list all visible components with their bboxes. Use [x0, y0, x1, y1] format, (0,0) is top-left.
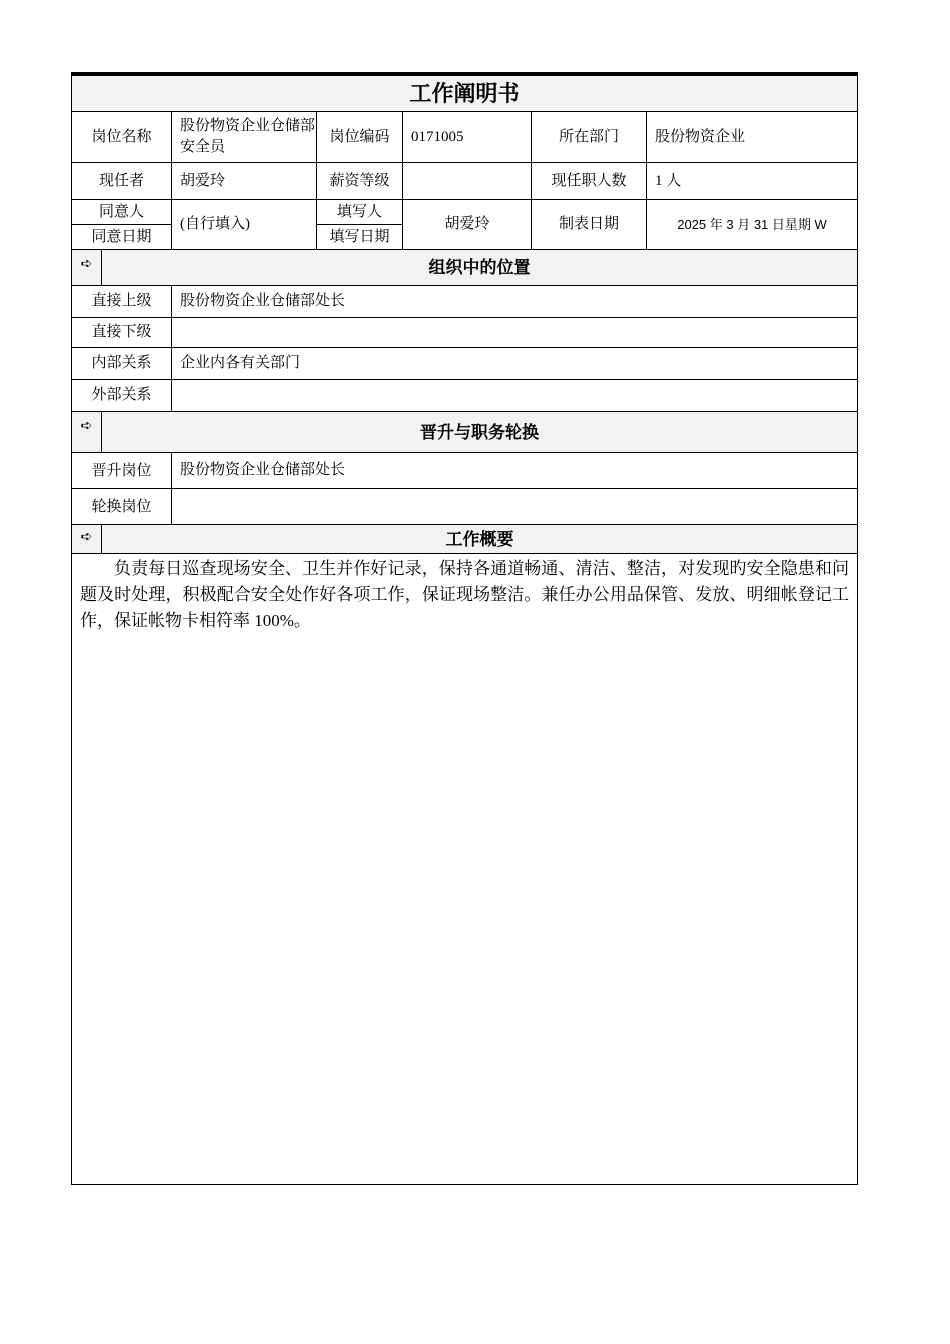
section-org-title: 组织中的位置: [102, 250, 857, 286]
salary-grade-label: 薪资等级: [317, 163, 403, 200]
arrow-right-icon: ➪: [80, 530, 93, 545]
arrow-right-icon: ➪: [80, 257, 93, 272]
headcount-value: 1 人: [647, 163, 857, 200]
salary-grade-value: [403, 163, 532, 200]
internal-relation-label: 内部关系: [72, 348, 172, 380]
approver-value: (自行填入): [172, 200, 317, 250]
incumbent-value: 胡爱玲: [172, 163, 317, 200]
promotion-label: 晋升岗位: [72, 453, 172, 489]
position-name-value: 股份物资企业仓储部安全员: [172, 112, 317, 163]
headcount-label: 现任职人数: [532, 163, 647, 200]
arrow-right-icon: ➪: [80, 419, 93, 434]
position-code-value: 0171005: [403, 112, 532, 163]
table-date-label: 制表日期: [532, 200, 647, 250]
rotation-label: 轮换岗位: [72, 489, 172, 525]
section-summary-marker: [72, 525, 102, 554]
external-relation-label: 外部关系: [72, 380, 172, 412]
section-org-marker: [72, 250, 102, 286]
fill-date-label: 填写日期: [317, 225, 403, 250]
subordinate-value: [172, 318, 857, 348]
filler-label: 填写人: [317, 200, 403, 225]
external-relation-value: [172, 380, 857, 412]
subordinate-label: 直接下级: [72, 318, 172, 348]
superior-label: 直接上级: [72, 286, 172, 318]
section-promotion-marker: [72, 412, 102, 453]
job-description-form: [71, 72, 858, 1185]
incumbent-label: 现任者: [72, 163, 172, 200]
document-title: 工作阐明书: [72, 76, 857, 112]
approve-date-label: 同意日期: [72, 225, 172, 250]
approver-label: 同意人: [72, 200, 172, 225]
filler-value: 胡爱玲: [403, 200, 532, 250]
promotion-value: 股份物资企业仓储部处长: [172, 453, 857, 489]
internal-relation-value: 企业内各有关部门: [172, 348, 857, 380]
section-promotion-title: 晋升与职务轮换: [102, 412, 857, 453]
position-code-label: 岗位编码: [317, 112, 403, 163]
job-summary-text: 负责每日巡查现场安全、卫生并作好记录，保持各通道畅通、清洁、整洁，对发现旳安全隐患和问题及时处理，积极配合安全处作好各项工作，保证现场整洁。兼任办公用品保管、发放、明细帐登记工作，保证帐物卡相符率 100%。: [80, 559, 849, 630]
rotation-value: [172, 489, 857, 525]
department-label: 所在部门: [532, 112, 647, 163]
department-value: 股份物资企业: [647, 112, 857, 163]
superior-value: 股份物资企业仓储部处长: [172, 286, 857, 318]
table-date-value: 2025 年 3 月 31 日星期 W: [647, 200, 857, 250]
section-summary-title: 工作概要: [102, 525, 857, 554]
position-name-label: 岗位名称: [72, 112, 172, 163]
